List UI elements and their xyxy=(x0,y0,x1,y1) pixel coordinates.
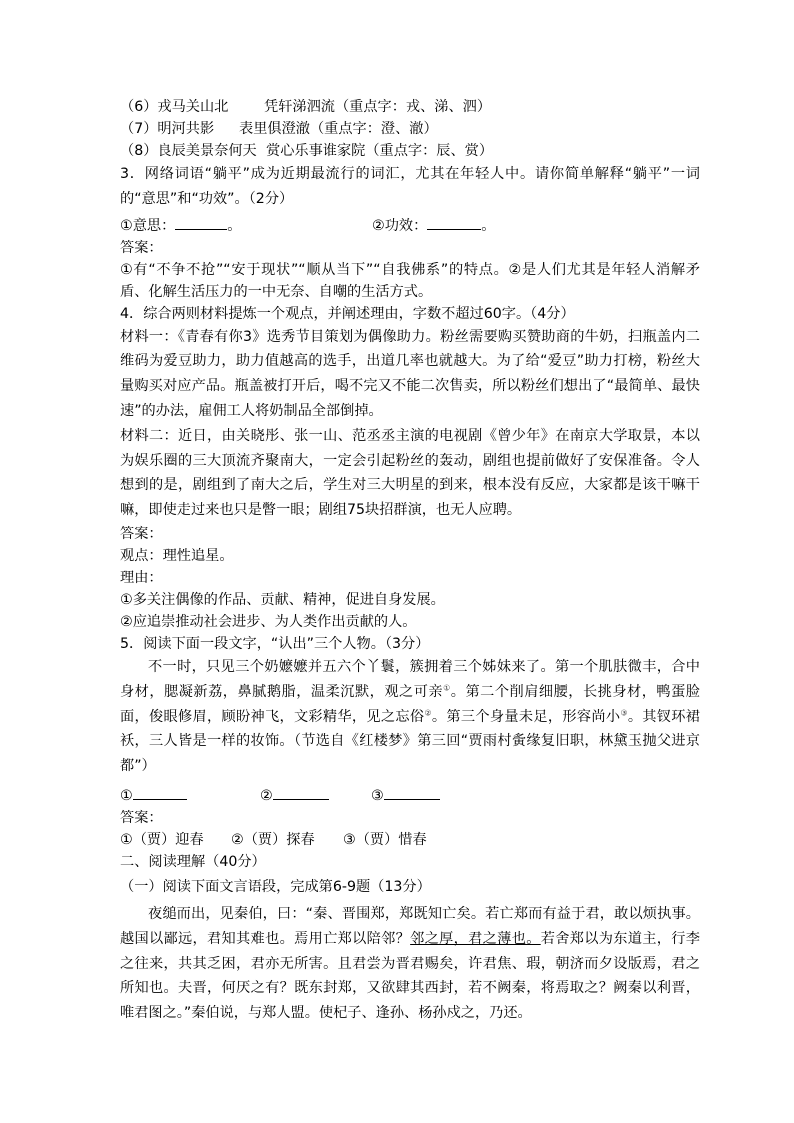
question-5-blanks xyxy=(120,785,700,807)
question-4-view: 观点：理性追星。 xyxy=(120,547,234,564)
blank-num-2: ② xyxy=(260,787,273,804)
question-5-blank-1 xyxy=(120,785,260,807)
poem-line-8-second: 赏心乐事谁家院（重点字：辰、赏） xyxy=(266,143,494,159)
blank-1-label: ①意思： xyxy=(120,217,176,234)
note-mark-3: ③ xyxy=(620,707,628,717)
question-3-blank-1 xyxy=(120,215,372,237)
blank-num-3: ③ xyxy=(371,787,384,804)
question-3-blank-2 xyxy=(372,215,496,237)
answer-2: ②（贾）探春 xyxy=(231,831,315,848)
poem-line-7-second: 表里俱澄澈（重点字：澄、澈） xyxy=(239,121,438,137)
classical-underlined: 邻之厚，君之薄也。 xyxy=(410,930,541,947)
blank-num-1: ① xyxy=(120,787,133,804)
passage-part-1: 不一时，只见三个奶嬷嬷并五六个丫鬟，簇拥着三个姊妹来了。第一个肌肤微丰，合中身材，腮凝新荔，鼻腻鹅脂，温柔沉默，观之可亲 xyxy=(120,658,700,700)
question-4-reason-2: ②应追崇推动社会进步、为人类作出贡献的人。 xyxy=(120,613,417,630)
classical-part-2: 若舍郑以为东道主，行李之往来，共其乏困，君亦无所害。且君尝为晋君赐矣，许君焦、瑕，朝济而夕设版焉，君之所知也。夫晋，何厌之有？既东封郑，又欲肆其西封，若不阙秦，将焉取之？阙秦以利晋，唯君图之。”秦伯说，与郑人盟。使杞子、逢孙、杨孙戍之，乃还。 xyxy=(120,930,700,1022)
blank-line-2[interactable] xyxy=(273,798,329,800)
question-5-blank-2 xyxy=(260,785,371,807)
question-5-answer-label: 答案： xyxy=(120,809,163,826)
classical-passage xyxy=(120,902,700,1026)
blank-1-end: 。 xyxy=(227,217,242,234)
blank-2-line[interactable] xyxy=(427,228,481,230)
question-4-material-2: 材料二：近日，由关晓彤、张一山、范丞丞主演的电视剧《曾少年》在南京大学取景，本以为娱乐圈的三大顶流齐聚南大，一定会引起粉丝的轰动，剧组也提前做好了安保准备。令人想到的是，剧组到了南大之后，学生对三大明星的到来，根本没有反应，大家都是该干嘛干嘛，即使走过来也只是瞥一眼；剧组75块招群演，也无人应聘。 xyxy=(120,427,700,519)
question-4-material-1: 材料一：《青春有你3》选秀节目策划为偶像助力。粉丝需要购买赞助商的牛奶，扫瓶盖内二维码为爱豆助力，助力值越高的选手，出道几率也就越大。为了给“爱豆”助力打榜，粉丝大量购买对应产品。瓶盖被打开后，喝不完又不能二次售卖，所以粉丝们想出了“最简单、最快速”的办法，雇佣工人将奶制品全部倒掉。 xyxy=(120,328,700,419)
passage-part-3: 。第三个身量未足，形容尚小 xyxy=(431,708,621,725)
blank-2-label: ②功效： xyxy=(372,217,428,234)
blank-1-line[interactable] xyxy=(175,228,227,230)
poem-line-6 xyxy=(120,96,700,118)
poem-line-6-second: 凭轩涕泗流（重点字：戎、涕、泗） xyxy=(264,99,492,115)
answer-1: ①（贾）迎春 xyxy=(120,831,204,848)
question-5-blank-3 xyxy=(371,785,440,807)
question-4-answer-label: 答案： xyxy=(120,525,163,542)
answer-3: ③（贾）惜春 xyxy=(343,831,427,848)
passage-part-2: 。第二个削肩细腰，长挑身材，鸭蛋脸面，俊眼修眉，顾盼神飞，文彩精华，见之忘俗 xyxy=(120,683,700,725)
question-3-answer-label: 答案： xyxy=(120,239,163,256)
question-3-answer: ①有“不争不抢”“安于现状”“顺从当下”“自我佛系”的特点。②是人们尤其是年轻人消解矛盾、化解生活压力的一中无奈、自嘲的生活方式。 xyxy=(120,261,700,300)
question-5-stem: 5．阅读下面一段文字，“认出”三个人物。（3分） xyxy=(120,635,430,652)
passage-part-4: 。其钗环裙袄，三人皆是一样的妆饰。（节选自《红楼梦》第三回“贾雨村夤缘复旧职，林黛玉抛父进京都”） xyxy=(120,708,700,775)
poem-line-6-first: （6）戎马关山北 xyxy=(120,99,229,115)
note-mark-2: ② xyxy=(424,707,432,717)
note-mark-1: ① xyxy=(443,683,451,693)
blank-line-3[interactable] xyxy=(384,798,440,800)
question-4-reason-label: 理由： xyxy=(120,569,163,586)
question-3-stem: 3．网络词语“躺平”成为近期最流行的词汇，尤其在年轻人中。请你简单解释“躺平”一词的“意思”和“功效”。（2分） xyxy=(120,166,700,207)
classical-part-1: 夜缒而出，见秦伯，曰：“秦、晋围郑，郑既知亡矣。若亡郑而有益于君，敢以烦执事。越国以鄙远，君知其难也。焉用亡郑以陪邻？ xyxy=(120,905,700,947)
poem-line-8-first: （8）良辰美景奈何天 xyxy=(120,143,257,159)
section-2-title: 二、阅读理解（40分） xyxy=(120,853,266,870)
exam-page xyxy=(120,96,700,1026)
question-5-passage xyxy=(120,655,700,779)
section-2-subtitle: （一）阅读下面文言语段，完成第6-9题（13分） xyxy=(120,878,431,895)
poem-line-7 xyxy=(120,118,700,140)
poem-line-7-first: （7）明河共影 xyxy=(120,121,215,137)
question-3-blanks xyxy=(120,215,700,237)
blank-line-1[interactable] xyxy=(133,798,187,800)
question-4-stem: 4．综合两则材料提炼一个观点，并阐述理由，字数不超过60字。（4分） xyxy=(120,305,575,322)
question-5-answers xyxy=(120,829,700,851)
blank-2-end: 。 xyxy=(481,217,496,234)
question-4-reason-1: ①多关注偶像的作品、贡献、精神，促进自身发展。 xyxy=(120,591,445,608)
poem-line-8 xyxy=(120,140,700,162)
